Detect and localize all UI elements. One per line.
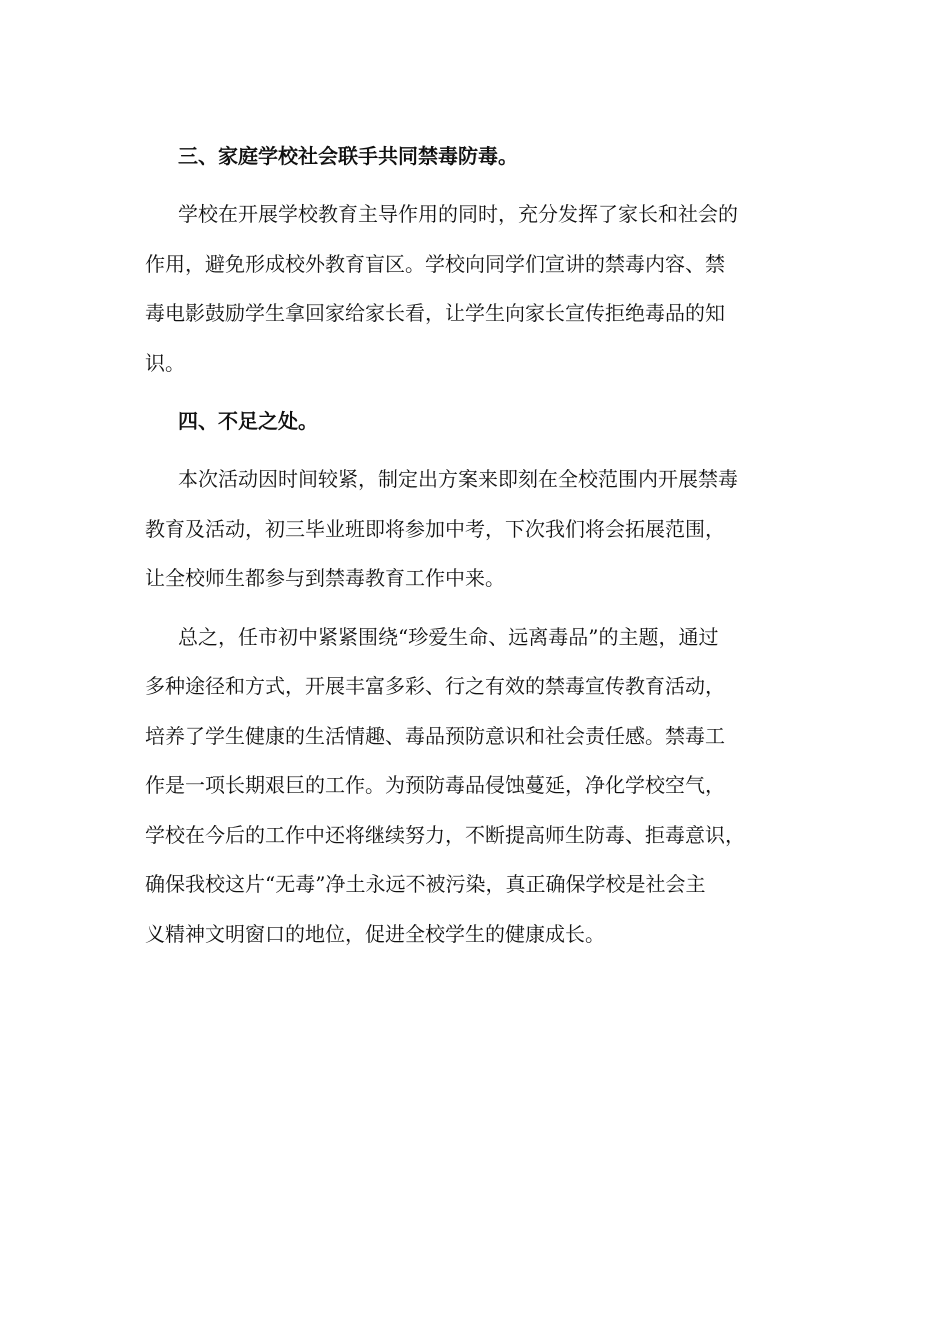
paragraph-line: 识。 — [145, 350, 185, 375]
paragraph-family-school-society — [145, 190, 825, 388]
paragraph-shortcomings — [145, 455, 825, 604]
paragraph-line: 总之，任市初中紧紧围绕“珍爱生命、远离毒品”的主题，通过 — [178, 624, 719, 649]
paragraph-line: 让全校师生都参与到禁毒教育工作中来。 — [145, 566, 505, 590]
paragraph-conclusion — [145, 613, 825, 960]
paragraph-line: 培养了学生健康的生活情趣、毒品预防意识和社会责任感。禁毒工 — [145, 723, 725, 748]
paragraph-line: 作是一项长期艰巨的工作。为预防毒品侵蚀蔓延，净化学校空气， — [145, 773, 725, 797]
paragraph-line: 义精神文明窗口的地位，促进全校学生的健康成长。 — [145, 921, 605, 946]
paragraph-line: 本次活动因时间较紧，制定出方案来即刻在全校范围内开展禁毒 — [178, 467, 738, 491]
paragraph-line: 学校在今后的工作中还将继续努力，不断提高师生防毒、拒毒意识， — [145, 822, 745, 847]
section-heading-shortcomings: 四、不足之处。 — [178, 409, 318, 433]
paragraph-line: 作用，避免形成校外教育盲区。学校向同学们宣讲的禁毒内容、禁 — [145, 251, 725, 276]
paragraph-line: 多种途径和方式，开展丰富多彩、行之有效的禁毒宣传教育活动， — [145, 674, 725, 698]
section-heading-family-school-society: 三、家庭学校社会联手共同禁毒防毒。 — [178, 144, 518, 168]
paragraph-line: 学校在开展学校教育主导作用的同时，充分发挥了家长和社会的 — [178, 202, 738, 226]
paragraph-line: 确保我校这片“无毒”净土永远不被污染，真正确保学校是社会主 — [145, 872, 706, 896]
document-page — [145, 132, 825, 968]
paragraph-line: 教育及活动，初三毕业班即将参加中考，下次我们将会拓展范围， — [145, 516, 725, 541]
paragraph-line: 毒电影鼓励学生拿回家给家长看，让学生向家长宣传拒绝毒品的知 — [145, 301, 725, 325]
